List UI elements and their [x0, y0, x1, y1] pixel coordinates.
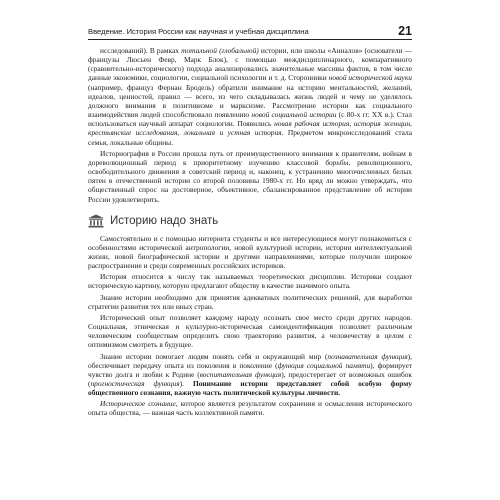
- paragraph-theoretical: История относится к числу так называемых теоретических дисциплин. Историки создают историческую картину, которую предлагают обществу в качестве значимого опыта.: [88, 272, 412, 291]
- paragraph-russian-historiography: Историография в России прошла путь от преимущественного внимания к правителям, войнам в дореволюционный период к приоритетному изучению классовой борьбы, революционного, освободительного движения в советский период и, наконец, к устранению многочисленных белых пятен в отечественной истории со второй половины 1980-х гг. Но вряд ли можно утверждать, что общественный спрос на достоверное, объективное, сбалансированное представление об истории России удовлетворить.: [88, 148, 412, 204]
- body-text: [88, 46, 412, 418]
- paragraph-self-study: Самостоятельно и с помощью интернета студенты и все интересующиеся могут познакомиться с особенностями исторической антропологии, новой культурной истории, истории интеллектуальной жизни, новой биографической истории и другими направлениями, которые получили широкое распространение и среди современных российских историков.: [88, 233, 412, 271]
- museum-columns-icon: [88, 214, 104, 228]
- running-header: [88, 23, 412, 40]
- section-heading: [88, 214, 412, 228]
- page-number: 21: [398, 24, 412, 38]
- paragraph-functions: Знание истории помогает людям понять себя и окружающий мир (познавательная функция), обеспечивает передачу опыта из поколения в поколение (функция социальной памяти), формирует чувство долга и любви к Родине (воспитательная функция), предостерегает от возможных ошибок (прогностическая функция). Понимание истории представляет собой особую форму общественного сознания, важную часть политической культуры личности.: [88, 351, 413, 398]
- paragraph-annales: исследований). В рамках тотальной (глобальной) истории, или школы «Анналов» (основатели — французы Люсьен Февр, Марк Блок), с помощью междисциплинарного, компаративного (сравнительно-исторического) подхода анализировались значительные массивы фактов, в том числе данные экономики, социологии, социальной психологии и т. д. Сторонники новой исторической науки (например, француз Фернан Бродель) обратили внимание на историю ментальностей, желаний, идеалов, ценностей, правил — всего, из чего складывалась жизнь людей и чему не уделялось должного внимания в позитивизме и марксизме. Рассмотрение истории как социального взаимодействия людей способствовало появлению новой социальной истории (с 80-х гг. XX в.). Стал использоваться научный аппарат социологии. Появились новая рабочая история, история женщин, крестьянские исследования, локальная и устная история. Предметом микроисследований стала семья, локальные общины.: [88, 46, 412, 147]
- paragraph-historical-consciousness: Историческое сознание, которое является результатом сохранения и осмысления исторического опыта общества, — важная часть коллективной памяти.: [88, 399, 412, 418]
- paragraph-historical-experience: Исторический опыт позволяет каждому народу осознать свое место среди других народов. Социальная, этническая и культурно-историческая самоидентификация позволяет различным человеческим сообществам определить свою траекторию развития, а человечеству в целом с оптимизмом смотреть в будущее.: [88, 312, 412, 350]
- section-title: Историю надо знать: [110, 214, 219, 227]
- running-title: Введение. История России как научная и учебная дисциплина: [88, 27, 309, 36]
- paragraph-political-decisions: Знание истории необходимо для принятия адекватных политических решений, для выработки стратегии развития тех или иных стран.: [88, 292, 412, 311]
